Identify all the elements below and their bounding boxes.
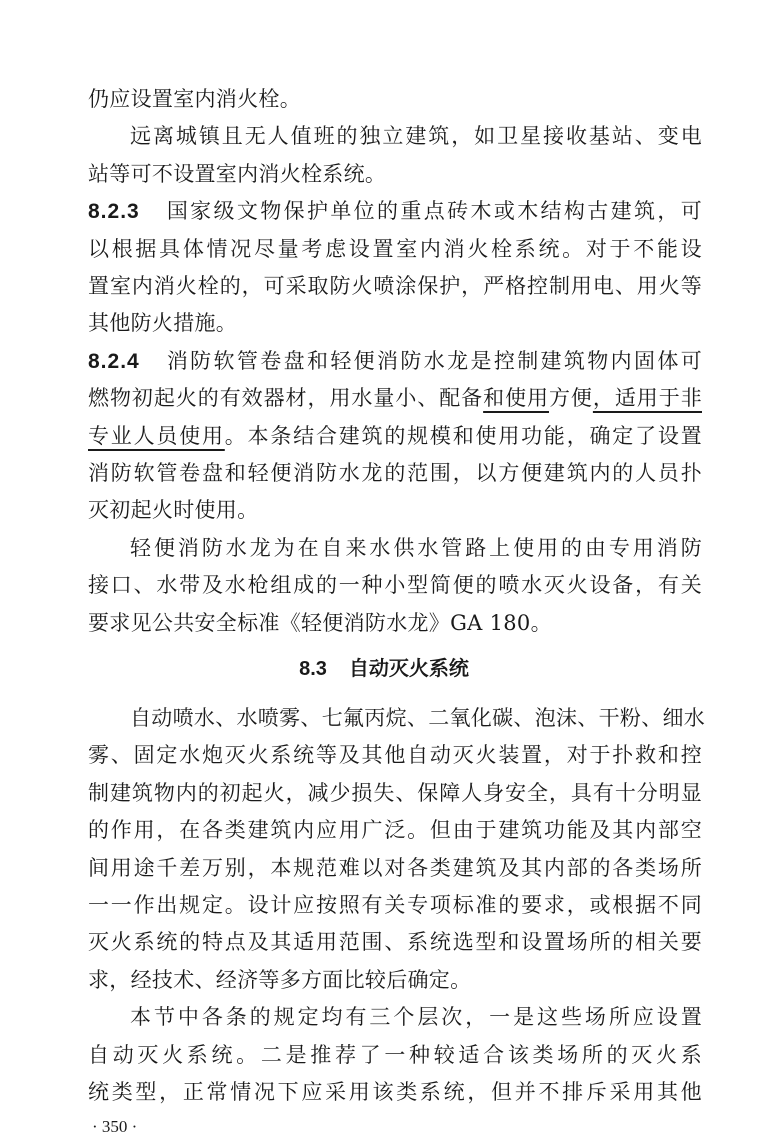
text-segment: 燃物初起火的有效器材，用水量小、配备: [88, 386, 484, 411]
text-line: 自动喷水、水喷雾、七氟丙烷、二氧化碳、泡沫、干粉、细水: [130, 706, 706, 730]
page-number: · 350 ·: [92, 1117, 138, 1137]
text-line: 轻便消防水龙为在自来水供水管路上使用的由专用消防: [130, 535, 702, 560]
section-number: 8.3: [299, 658, 327, 680]
text-line: 统类型，正常情况下应采用该类系统，但并不排斥采用其他: [88, 1080, 702, 1104]
text-line: 置室内消火栓的，可采取防火喷涂保护，严格控制用电、用火等: [88, 274, 702, 298]
text-line: 的作用，在各类建筑内应用广泛。但由于建筑功能及其内部空: [88, 818, 702, 843]
text-segment: 。本条结合建筑的规模和使用功能，确定了设置: [224, 423, 702, 448]
underlined-text: 专业人员使用: [88, 423, 225, 448]
text-line: 其他防火措施。: [88, 311, 238, 336]
text-line: [88, 379, 702, 417]
clause-text: 国家级文物保护单位的重点砖木或木结构古建筑，可: [166, 199, 702, 224]
text-line: 本节中各条的规定均有三个层次，一是这些场所应设置: [130, 1005, 702, 1030]
clause-number: 8.2.3: [88, 200, 140, 224]
text-line: 远离城镇且无人值班的独立建筑，如卫星接收基站、变电: [130, 124, 702, 149]
text-line: 自动灭火系统。二是推荐了一种较适合该类场所的灭火系: [88, 1042, 702, 1067]
text-line: 站等可不设置室内消火栓系统。: [88, 161, 387, 186]
text-line: 雾、固定水炮灭火系统等及其他自动灭火装置，对于扑救和控: [88, 743, 702, 768]
clause-text: 消防软管卷盘和轻便消防水龙是控制建筑物内固体可: [166, 348, 702, 373]
underlined-text: 和使用: [483, 386, 549, 411]
underlined-text: ，适用于非: [592, 386, 702, 411]
section-heading: [0, 649, 768, 687]
text-line: 要求见公共安全标准《轻便消防水龙》GA 180。: [88, 610, 552, 635]
text-line: 灭火系统的特点及其适用范围、系统选型和设置场所的相关要: [88, 930, 702, 955]
text-line: 制建筑物内的初起火，减少损失、保障人身安全，具有十分明显: [88, 780, 702, 805]
text-line: 仍应设置室内消火栓。: [88, 87, 301, 111]
text-line: 求，经技术、经济等多方面比较后确定。: [88, 967, 472, 992]
text-line: 以根据具体情况尽量考虑设置室内消火栓系统。对于不能设: [88, 236, 702, 261]
clause-8-2-4: [88, 342, 702, 380]
text-line: 消防软管卷盘和轻便消防水龙的范围，以方便建筑内的人员扑: [88, 461, 702, 485]
clause-number: 8.2.4: [88, 349, 140, 373]
section-title: 自动灭火系统: [348, 656, 469, 680]
text-segment: 方便: [548, 386, 593, 411]
clause-8-2-3: [88, 192, 702, 230]
text-line: [88, 417, 702, 455]
text-line: 间用途千差万别，本规范难以对各类建筑及其内部的各类场所: [88, 855, 702, 880]
text-line: 接口、水带及水枪组成的一种小型简便的喷水灭火设备，有关: [88, 573, 702, 598]
text-line: 灭初起火时使用。: [88, 498, 259, 523]
text-line: 一一作出规定。设计应按照有关专项标准的要求，或根据不同: [88, 893, 702, 917]
